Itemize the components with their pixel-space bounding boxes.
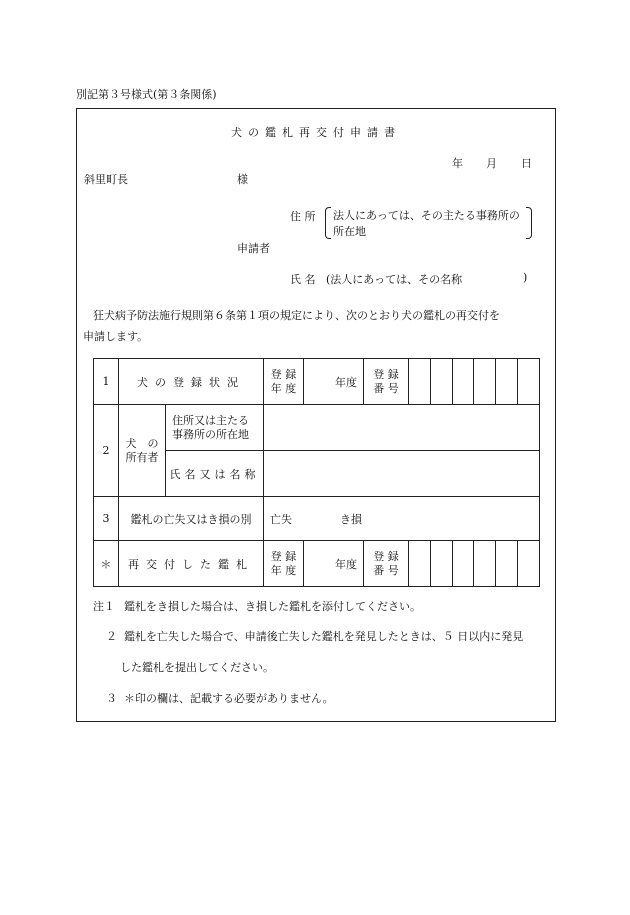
date-year-label: 年 — [452, 157, 463, 170]
row-number: 2 — [94, 405, 119, 497]
reg-year-label-1: 登 録 — [270, 367, 297, 381]
reg-number-digit-5[interactable] — [496, 359, 518, 405]
date-month-label: 月 — [486, 157, 497, 170]
note-3-text: ＊印の欄は、記載する必要がありません。 — [124, 692, 334, 705]
loss-or-damage-field[interactable] — [264, 497, 540, 541]
reg-number-digit-3[interactable] — [453, 359, 474, 405]
table-row-owner-address — [94, 405, 540, 451]
application-table — [93, 358, 540, 587]
owner-label-2: 所有者 — [125, 450, 159, 464]
row-number: 1 — [94, 359, 119, 405]
reissued-number-digit-4[interactable] — [474, 541, 496, 587]
row-number: ＊ — [94, 541, 119, 587]
option-damaged[interactable]: き損 — [340, 512, 362, 526]
date-day-label: 日 — [521, 157, 532, 170]
applicant-name-label: 氏 名 — [290, 273, 316, 286]
applicant-name-note: (法人にあっては、その名称 — [326, 273, 463, 286]
table-row-registration-status — [94, 359, 540, 405]
reissued-number-label-2: 番 号 — [373, 563, 399, 577]
form-reference: 別記第３号様式(第３条関係) — [76, 88, 217, 101]
note-2-continuation: した鑑札を提出してください。 — [120, 661, 274, 674]
note-1-prefix: 注１ — [93, 600, 115, 613]
reg-number-digit-4[interactable] — [474, 359, 496, 405]
note-2-prefix: ２ — [106, 630, 117, 643]
reissued-number-label-1: 登 録 — [373, 549, 399, 563]
reissued-number-digit-5[interactable] — [496, 541, 518, 587]
note-1-text: 鑑札をき損した場合は、き損した鑑札を添付してください。 — [124, 600, 421, 613]
addressee-name: 斜里町長 — [84, 173, 128, 186]
reissued-number-digit-1[interactable] — [409, 541, 431, 587]
row-number: 3 — [94, 497, 119, 541]
reg-number-digit-2[interactable] — [431, 359, 453, 405]
owner-label-1: 犬 の — [125, 436, 159, 450]
reg-year-field[interactable] — [304, 359, 364, 405]
note-2-text: 鑑札を亡失した場合で、申請後亡失した鑑札を発見したときは、５ 日以内に発見 — [124, 630, 524, 643]
reissued-tag-label: 再交付した鑑札 — [128, 557, 254, 571]
owner-name-label: 氏名又は名称 — [169, 467, 260, 481]
address-bracket-left — [325, 207, 331, 239]
applicant-label: 申請者 — [237, 242, 270, 255]
reg-number-digit-1[interactable] — [409, 359, 431, 405]
dog-registration-status-label: 犬の登録状況 — [137, 375, 245, 389]
year-unit: 年度 — [335, 557, 357, 571]
reissued-number-digit-2[interactable] — [431, 541, 453, 587]
table-row-loss-damage — [94, 497, 540, 541]
owner-address-field[interactable] — [264, 405, 540, 451]
table-row-reissued-tag — [94, 541, 540, 587]
year-unit: 年度 — [335, 375, 357, 389]
loss-or-damage-label: 鑑札の亡失又はき損の別 — [119, 497, 264, 541]
body-text-line2: 申請します。 — [83, 330, 149, 343]
reissued-number-digit-6[interactable] — [518, 541, 540, 587]
reissued-year-field[interactable] — [304, 541, 364, 587]
addressee-suffix: 様 — [237, 173, 248, 186]
applicant-name-note-close: ) — [523, 271, 528, 284]
owner-address-label-1: 住所又は主たる — [172, 413, 249, 427]
address-note-line1: 法人にあっては、その主たる事務所の — [333, 209, 520, 222]
address-bracket-right — [526, 207, 532, 239]
reg-number-label-1: 登 録 — [373, 367, 399, 381]
reg-number-digit-6[interactable] — [518, 359, 540, 405]
reissued-year-label-1: 登 録 — [270, 549, 297, 563]
applicant-address-label: 住 所 — [290, 210, 316, 223]
option-lost[interactable]: 亡失 — [270, 512, 292, 526]
note-3-prefix: ３ — [106, 692, 117, 705]
form-title: 犬の鑑札再交付申請書 — [231, 126, 401, 139]
reissued-year-label-2: 年 度 — [270, 563, 297, 577]
owner-address-label-2: 事務所の所在地 — [172, 427, 249, 441]
owner-name-field[interactable] — [264, 451, 540, 497]
body-text-line1: 狂犬病予防法施行規則第６条第１項の規定により、次のとおり犬の鑑札の再交付を — [93, 309, 500, 322]
address-note-line2: 所在地 — [333, 225, 366, 238]
reissued-number-digit-3[interactable] — [453, 541, 474, 587]
reg-year-label-2: 年 度 — [270, 381, 297, 395]
reg-number-label-2: 番 号 — [373, 381, 399, 395]
